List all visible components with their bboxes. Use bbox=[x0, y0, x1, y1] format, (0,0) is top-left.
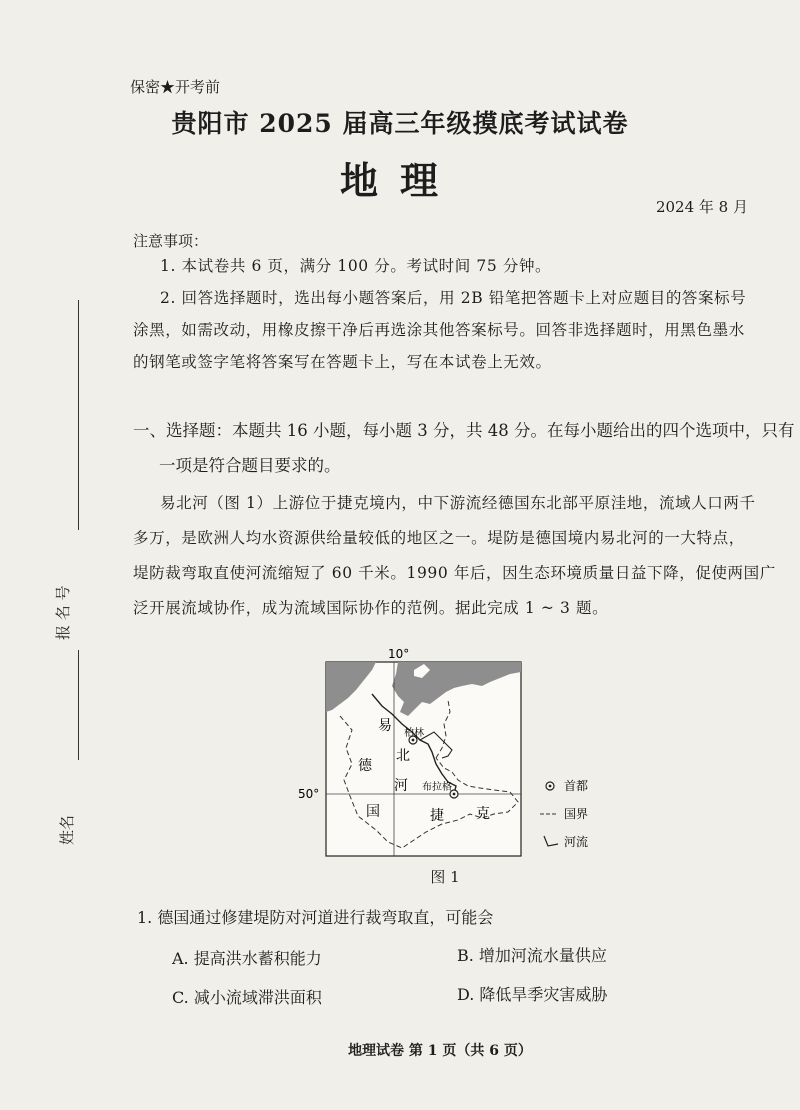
country-char-czech-1: 捷 bbox=[430, 808, 444, 824]
river-char-2: 北 bbox=[396, 748, 410, 764]
exam-date: 2024 年 8 月 bbox=[655, 198, 748, 216]
section-1-heading-line-1: 一、选择题：本题共 16 小题，每小题 3 分，共 48 分。在每小题给出的四个选项中，只有 bbox=[133, 421, 795, 440]
country-char-germany-2: 国 bbox=[366, 804, 380, 820]
notice-item-2-line-1: 2. 回答选择题时，选出每小题答案后，用 2B 铅笔把答题卡上对应题目的答案标号 bbox=[160, 289, 747, 307]
city-label-berlin: 柏林 bbox=[404, 728, 424, 739]
passage-line-4: 泛开展流域协作，成为流域国际协作的范例。据此完成 1 ~ 3 题。 bbox=[133, 599, 609, 617]
page-footer: 地理试卷 第 1 页（共 6 页） bbox=[348, 1043, 532, 1059]
notice-item-2-line-2: 涂黑，如需改动，用橡皮擦干净后再选涂其他答案标号。回答非选择题时，用黑色墨水 bbox=[133, 321, 745, 339]
legend-river-icon bbox=[544, 836, 558, 846]
passage-line-3: 堤防裁弯取直使河流缩短了 60 千米。1990 年后，因生态环境质量日益下降，促使两国广 bbox=[133, 564, 776, 582]
legend-river-label: 河流 bbox=[564, 835, 589, 849]
passage-line-2: 多万，是欧洲人均水资源供给量较低的地区之一。堤防是德国境内易北河的一大特点， bbox=[133, 529, 745, 547]
side-line-middle bbox=[78, 650, 79, 760]
name-label: 姓名 bbox=[58, 814, 76, 845]
question-1-option-b: B. 增加河流水量供应 bbox=[457, 946, 607, 965]
longitude-label: 10° bbox=[388, 647, 410, 661]
confidential-mark: 保密★开考前 bbox=[130, 78, 221, 96]
notice-item-2-line-3: 的钢笔或签字笔将答案写在答题卡上，写在本试卷上无效。 bbox=[133, 353, 552, 371]
question-1-option-c: C. 减小流域滞洪面积 bbox=[172, 988, 322, 1007]
question-1-option-a: A. 提高洪水蓄积能力 bbox=[172, 949, 322, 968]
country-char-czech-2: 克 bbox=[476, 806, 490, 822]
side-line-top bbox=[78, 300, 79, 530]
question-1-option-d: D. 降低旱季灾害威胁 bbox=[457, 985, 608, 1004]
notice-item-1: 1. 本试卷共 6 页，满分 100 分。考试时间 75 分钟。 bbox=[160, 257, 552, 275]
section-1-heading-line-2: 一项是符合题目要求的。 bbox=[159, 456, 341, 475]
city-label-prague: 布拉格 bbox=[422, 782, 452, 793]
question-1-stem: 1. 德国通过修建堤防对河道进行裁弯取直，可能会 bbox=[137, 908, 494, 927]
subject-title: 地理 bbox=[339, 158, 460, 203]
latitude-label: 50° bbox=[298, 787, 320, 801]
exam-title: 贵阳市 2025 届高三年级摸底考试试卷 bbox=[171, 109, 629, 138]
figure-caption: 图 1 bbox=[430, 868, 460, 886]
passage-line-1: 易北河（图 1）上游位于捷克境内，中下游流经德国东北部平原洼地，流域人口两千 bbox=[160, 494, 756, 512]
registration-number-label: 报 名 号 bbox=[54, 585, 72, 640]
legend-capital-label: 首都 bbox=[564, 779, 589, 793]
river-char-3: 河 bbox=[394, 778, 408, 794]
country-char-germany-1: 德 bbox=[358, 758, 372, 774]
river-char-1: 易 bbox=[378, 718, 392, 734]
legend-border-label: 国界 bbox=[564, 807, 589, 821]
notice-heading: 注意事项： bbox=[133, 232, 209, 250]
elbe-river-map bbox=[296, 640, 636, 865]
